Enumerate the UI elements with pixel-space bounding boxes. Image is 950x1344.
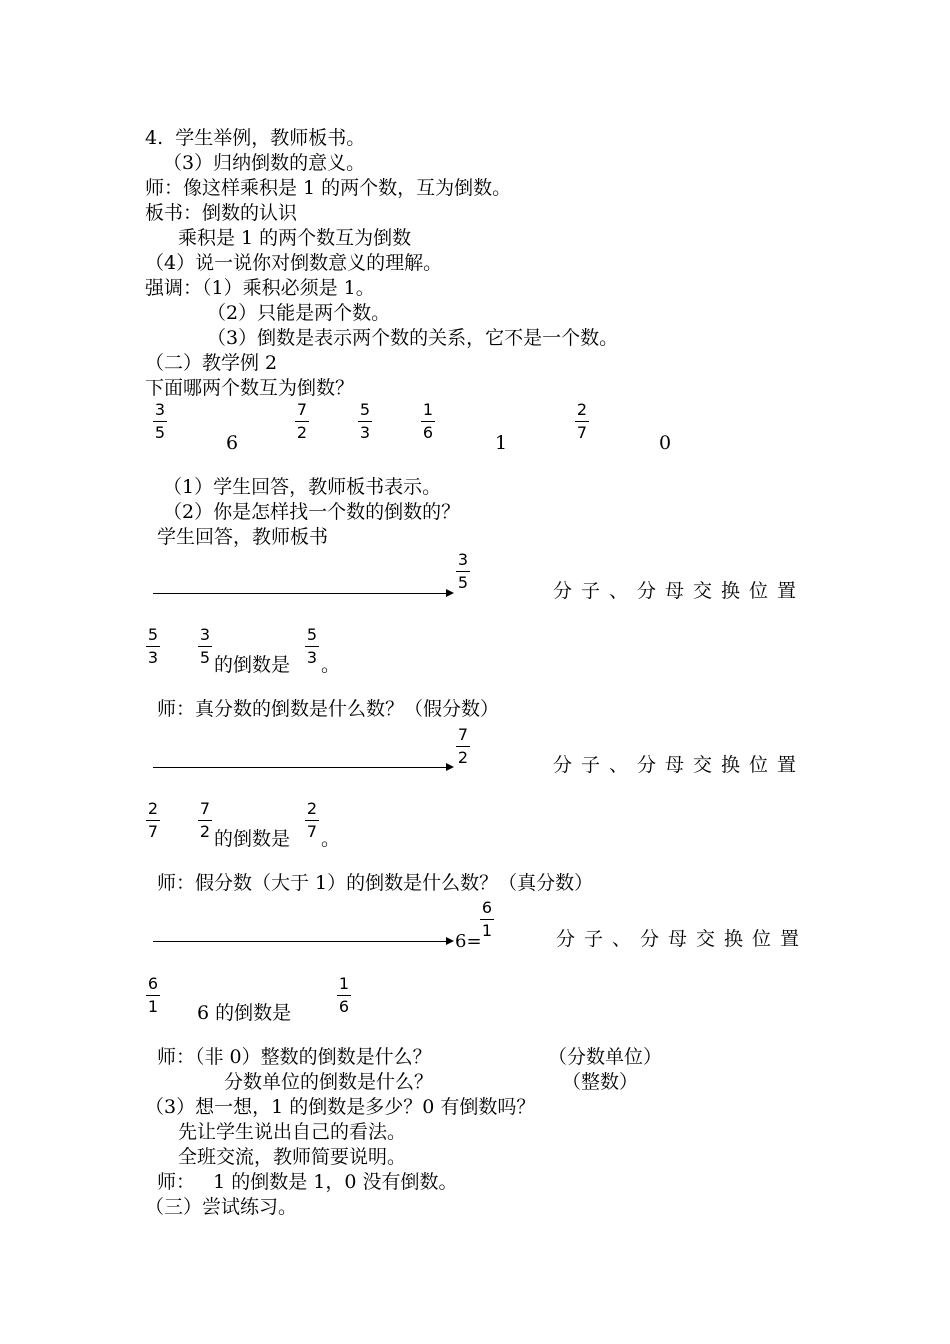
numerator: 6 [147, 974, 159, 993]
numerator: 3 [154, 400, 166, 419]
fraction-bar [146, 820, 160, 821]
swap-label-1: 分子、分母交换位置 [553, 580, 806, 602]
denominator: 6 [338, 997, 350, 1016]
fraction-bar [575, 421, 589, 422]
denominator: 6 [422, 423, 434, 442]
fraction-bar [337, 995, 351, 996]
numerator: 5 [306, 625, 318, 644]
text-line-22: 师： 1 的倒数是 1，0 没有倒数。 [157, 1171, 458, 1193]
swap-label-2: 分子、分母交换位置 [553, 754, 806, 776]
arrow-line-1 [153, 593, 448, 594]
block2-fraction-c [304, 800, 320, 841]
text-line-8: （2）只能是两个数。 [207, 302, 391, 324]
block3-fraction-a [145, 975, 161, 1016]
numerator: 7 [457, 725, 469, 744]
text-line-16: 师：假分数（大于 1）的倒数是什么数？（真分数） [157, 872, 594, 894]
text-line-14: 学生回答，教师板书 [157, 526, 329, 548]
fraction-bar [295, 421, 309, 422]
denominator: 7 [147, 822, 159, 841]
fraction-bar [305, 820, 319, 821]
denominator: 3 [359, 423, 371, 442]
example-fraction-5 [574, 401, 590, 442]
example-fraction-4 [420, 401, 436, 442]
text-line-18: 分数单位的倒数是什么？ [224, 1071, 434, 1093]
arrow-line-2 [153, 767, 448, 768]
block2-top-fraction [455, 726, 471, 767]
block2-fraction-a [145, 800, 161, 841]
denominator: 5 [199, 648, 211, 667]
text-line-17-answer: （分数单位） [548, 1046, 663, 1068]
numerator: 3 [457, 550, 469, 569]
block2-fraction-b [197, 800, 213, 841]
reciprocal-text-2: 的倒数是 [214, 828, 291, 850]
fraction-bar [198, 646, 212, 647]
text-line-6: （4）说一说你对倒数意义的理解。 [145, 252, 443, 274]
example-fraction-2 [294, 401, 310, 442]
fraction-bar [198, 820, 212, 821]
numerator: 1 [422, 400, 434, 419]
denominator: 3 [147, 648, 159, 667]
denominator: 3 [306, 648, 318, 667]
period-2: 。 [321, 828, 341, 850]
numerator: 6 [481, 898, 493, 917]
numerator: 7 [296, 400, 308, 419]
denominator: 2 [199, 822, 211, 841]
text-line-5: 乘积是 1 的两个数互为倒数 [178, 227, 412, 249]
numerator: 2 [576, 400, 588, 419]
numerator: 5 [147, 625, 159, 644]
fraction-bar [456, 746, 470, 747]
reciprocal-text-3: 6 的倒数是 [197, 1002, 292, 1024]
text-line-21: 全班交流，教师简要说明。 [178, 1146, 407, 1168]
denominator: 7 [576, 423, 588, 442]
example-fraction-1 [152, 401, 168, 442]
denominator: 2 [457, 748, 469, 767]
text-line-1: 4. 学生举例，教师板书。 [145, 127, 366, 149]
numerator: 1 [338, 974, 350, 993]
text-line-10: （二）教学例 2 [145, 352, 278, 374]
fraction-bar [421, 421, 435, 422]
denominator: 2 [296, 423, 308, 442]
text-line-4: 板书：倒数的认识 [145, 202, 298, 224]
text-line-9: （3）倒数是表示两个数的关系，它不是一个数。 [207, 327, 619, 349]
reciprocal-text-1: 的倒数是 [214, 654, 291, 676]
text-line-18-answer: （整数） [562, 1071, 639, 1093]
block1-fraction-a [145, 626, 161, 667]
period-1: 。 [321, 654, 341, 676]
block3-fraction-c [336, 975, 352, 1016]
numerator: 2 [306, 799, 318, 818]
numerator: 7 [199, 799, 211, 818]
block3-top-fraction [479, 899, 495, 940]
text-line-11: 下面哪两个数互为倒数？ [145, 377, 355, 399]
fraction-bar [358, 421, 372, 422]
fraction-bar [146, 646, 160, 647]
text-line-3: 师：像这样乘积是 1 的两个数，互为倒数。 [145, 177, 512, 199]
text-line-20: 先让学生说出自己的看法。 [178, 1121, 407, 1143]
fraction-bar [480, 919, 494, 920]
fraction-bar [305, 646, 319, 647]
numerator: 3 [199, 625, 211, 644]
text-line-12: （1）学生回答，教师板书表示。 [163, 476, 442, 498]
text-line-23: （三）尝试练习。 [145, 1196, 298, 1218]
text-line-7: 强调：（1）乘积必须是 1。 [145, 277, 375, 299]
example-fraction-3 [357, 401, 373, 442]
text-line-2: （3）归纳倒数的意义。 [163, 152, 366, 174]
example-number-0: 0 [659, 432, 672, 454]
text-line-15: 师：真分数的倒数是什么数？（假分数） [157, 698, 500, 720]
text-line-19: （3）想一想，1 的倒数是多少？0 有倒数吗？ [145, 1096, 536, 1118]
denominator: 7 [306, 822, 318, 841]
text-line-13: （2）你是怎样找一个数的倒数的？ [163, 501, 461, 523]
fraction-bar [153, 421, 167, 422]
swap-label-3: 分子、分母交换位置 [556, 928, 809, 950]
block1-fraction-c [304, 626, 320, 667]
text-line-17: 师：（非 0）整数的倒数是什么？ [157, 1046, 432, 1068]
numerator: 5 [359, 400, 371, 419]
denominator: 1 [481, 921, 493, 940]
denominator: 1 [147, 997, 159, 1016]
block3-prefix: 6= [455, 931, 482, 952]
fraction-bar [146, 995, 160, 996]
example-number-1: 1 [495, 432, 508, 454]
arrow-line-3 [153, 941, 448, 942]
block1-top-fraction [455, 551, 471, 592]
fraction-bar [456, 571, 470, 572]
numerator: 2 [147, 799, 159, 818]
denominator: 5 [154, 423, 166, 442]
example-number-6: 6 [226, 432, 239, 454]
denominator: 5 [457, 573, 469, 592]
block1-fraction-b [197, 626, 213, 667]
